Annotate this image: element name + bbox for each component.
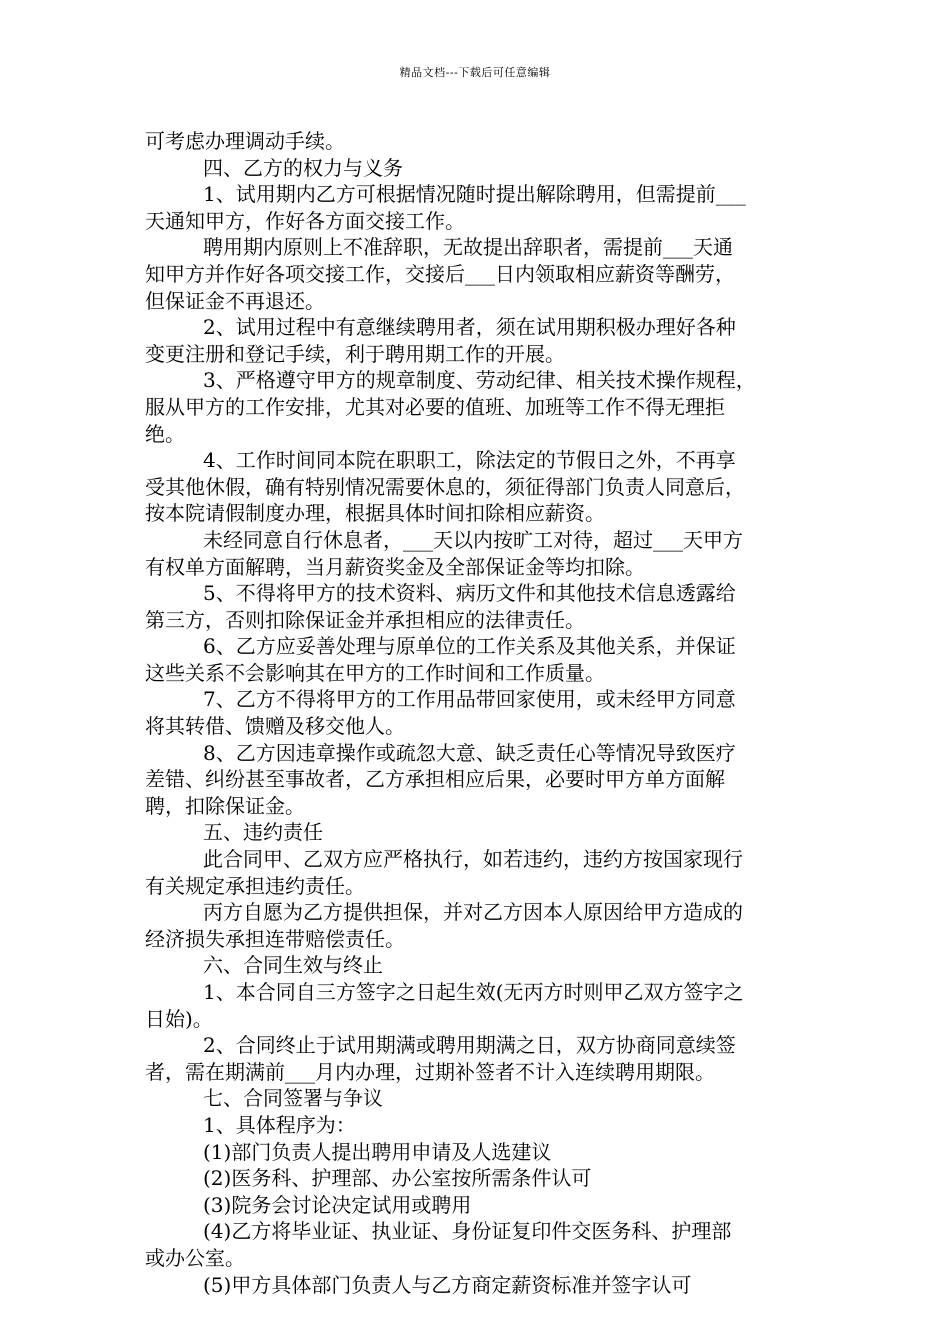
document-line: 七、合同签署与争议 bbox=[203, 1086, 383, 1111]
document-line: 五、违约责任 bbox=[203, 820, 323, 845]
document-line: 四、乙方的权力与义务 bbox=[203, 155, 403, 180]
document-line: 3、严格遵守甲方的规章制度、劳动纪律、相关技术操作规程， bbox=[203, 368, 756, 393]
document-line: (4)乙方将毕业证、执业证、身份证复印件交医务科、护理部 bbox=[203, 1219, 732, 1244]
document-line: (5)甲方具体部门负责人与乙方商定薪资标准并签字认可 bbox=[203, 1272, 692, 1297]
document-line: 者，需在期满前___月内办理，过期补签者不计入连续聘用期限。 bbox=[145, 1059, 715, 1084]
document-line: 第三方，否则扣除保证金并承担相应的法律责任。 bbox=[145, 607, 585, 632]
document-line: 受其他休假，确有特别情况需要休息的，须征得部门负责人同意后， bbox=[145, 474, 745, 499]
document-line: (3)院务会讨论决定试用或聘用 bbox=[203, 1192, 472, 1217]
document-line: 1、本合同自三方签字之日起生效(无丙方时则甲乙双方签字之 bbox=[203, 980, 744, 1004]
document-line: 6、乙方应妥善处理与原单位的工作关系及其他关系，并保证 bbox=[203, 634, 736, 659]
document-line: 有关规定承担违约责任。 bbox=[145, 873, 365, 898]
document-line: 2、试用过程中有意继续聘用者，须在试用期积极办理好各种 bbox=[203, 315, 736, 340]
document-line: 知甲方并作好各项交接工作，交接后___日内领取相应薪资等酬劳， bbox=[145, 261, 735, 286]
page-header: 精品文档---下载后可任意编辑 bbox=[399, 66, 551, 79]
document-line: 六、合同生效与终止 bbox=[203, 953, 383, 978]
document-line: 7、乙方不得将甲方的工作用品带回家使用，或未经甲方同意 bbox=[203, 687, 736, 712]
document-line: 1、具体程序为： bbox=[203, 1112, 356, 1137]
document-line: 绝。 bbox=[145, 421, 185, 446]
document-line: (2)医务科、护理部、办公室按所需条件认可 bbox=[203, 1166, 592, 1191]
document-body bbox=[145, 128, 805, 1298]
document-line: 变更注册和登记手续，利于聘用期工作的开展。 bbox=[145, 341, 565, 366]
document-line: 聘，扣除保证金。 bbox=[145, 793, 305, 818]
document-line: 4、工作时间同本院在职职工，除法定的节假日之外，不再享 bbox=[203, 448, 736, 473]
document-line: 丙方自愿为乙方提供担保，并对乙方因本人原因给甲方造成的 bbox=[203, 900, 743, 925]
document-line: 服从甲方的工作安排，尤其对必要的值班、加班等工作不得无理拒 bbox=[145, 394, 725, 419]
document-line: 可考虑办理调动手续。 bbox=[145, 129, 345, 153]
document-line: 经济损失承担连带赔偿责任。 bbox=[145, 926, 405, 951]
document-line: 8、乙方因违章操作或疏忽大意、缺乏责任心等情况导致医疗 bbox=[203, 740, 736, 765]
document-line: 聘用期内原则上不准辞职，无故提出辞职者，需提前___天通 bbox=[203, 235, 733, 260]
document-line: 这些关系不会影响其在甲方的工作时间和工作质量。 bbox=[145, 660, 605, 685]
document-line: 将其转借、馈赠及移交他人。 bbox=[145, 714, 405, 739]
document-line: 未经同意自行休息者，___天以内按旷工对待，超过___天甲方 bbox=[203, 527, 743, 552]
document-line: 此合同甲、乙双方应严格执行，如若违约，违约方按国家现行 bbox=[203, 847, 743, 872]
document-line: 5、不得将甲方的技术资料、病历文件和其他技术信息透露给 bbox=[203, 581, 736, 606]
document-line: 差错、纠纷甚至事故者，乙方承担相应后果，必要时甲方单方面解 bbox=[145, 767, 725, 792]
document-line: 天通知甲方，作好各方面交接工作。 bbox=[145, 208, 465, 233]
document-line: 日始)。 bbox=[145, 1006, 213, 1031]
document-line: 或办公室。 bbox=[145, 1245, 245, 1270]
document-line: (1)部门负责人提出聘用申请及人选建议 bbox=[203, 1139, 552, 1164]
document-line: 按本院请假制度办理，根据具体时间扣除相应薪资。 bbox=[145, 501, 605, 526]
document-line: 有权单方面解聘，当月薪资奖金及全部保证金等均扣除。 bbox=[145, 554, 645, 579]
document-line: 2、合同终止于试用期满或聘用期满之日，双方协商同意续签 bbox=[203, 1033, 736, 1058]
document-line: 但保证金不再退还。 bbox=[145, 288, 325, 313]
document-line: 1、试用期内乙方可根据情况随时提出解除聘用，但需提前___ bbox=[203, 182, 746, 207]
